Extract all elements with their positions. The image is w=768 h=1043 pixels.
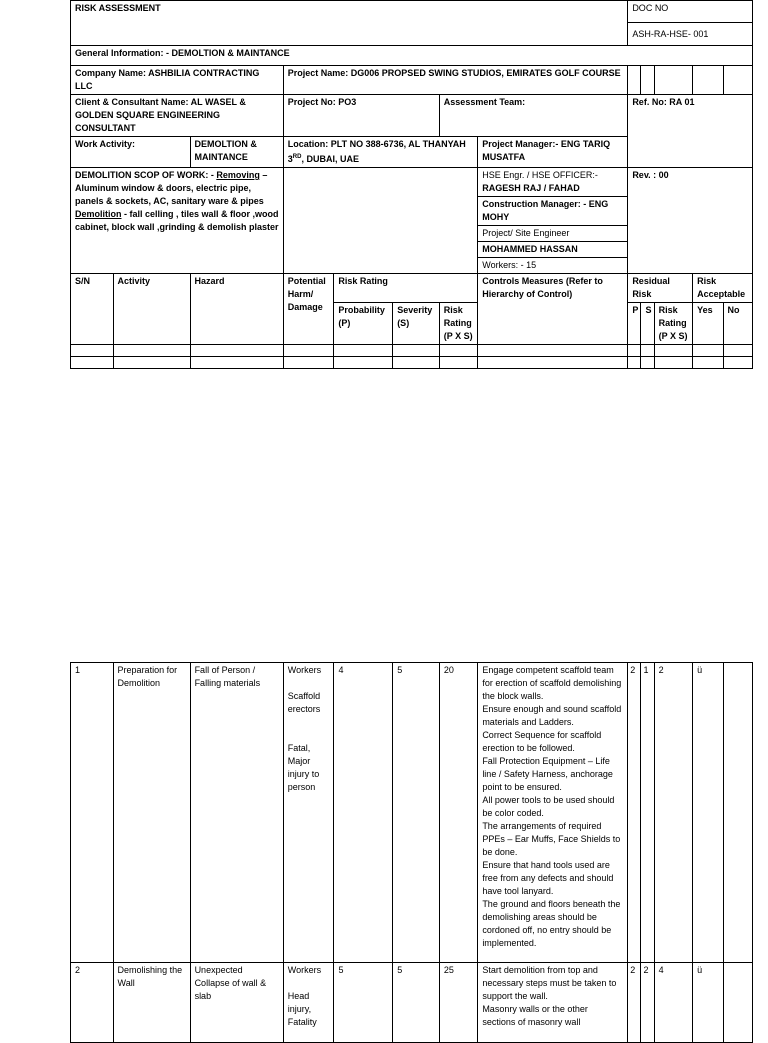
work-activity-label: Work Activity:: [71, 137, 191, 168]
general-info: General Information: - DEMOLTION & MAINTANCE: [71, 46, 753, 66]
row-harm: Workers Head injury, Fatality: [283, 963, 334, 1043]
workers-count: Workers: - 15: [478, 258, 628, 274]
construction-manager: Construction Manager: - ENG MOHY: [478, 197, 628, 226]
row-no: [723, 963, 752, 1043]
col-hazard: Hazard: [190, 274, 283, 345]
project-manager: Project Manager:- ENG TARIQ MUSATFA: [478, 137, 628, 168]
col-risk-pxs: Risk Rating (P X S): [439, 303, 478, 345]
client-name: Client & Consultant Name: AL WASEL & GOLDEN SQUARE ENGINEERING CONSULTANT: [71, 95, 284, 137]
site-engineer: MOHAMMED HASSAN: [478, 242, 628, 258]
title: RISK ASSESSMENT: [71, 1, 628, 46]
doc-no-label: DOC NO: [628, 1, 753, 23]
row-hazard: Fall of Person / Falling materials: [190, 663, 283, 963]
row-no: [723, 663, 752, 963]
row-yes: ü: [693, 663, 723, 963]
row-res-p: 2: [628, 963, 641, 1043]
col-risk-rating: Risk Rating: [334, 274, 478, 303]
row-harm: Workers Scaffold erectors Fatal, Major injury to person: [283, 663, 334, 963]
blank-cell: [283, 168, 478, 274]
col-res-s: S: [641, 303, 654, 345]
row-severity: 5: [393, 963, 440, 1043]
company-name: Company Name: ASHBILIA CONTRACTING LLC: [71, 66, 284, 95]
row-yes: ü: [693, 963, 723, 1043]
row-risk: 25: [439, 963, 478, 1043]
row-res-s: 2: [641, 963, 654, 1043]
col-controls: Controls Measures (Refer to Hierarchy of Control): [478, 274, 628, 345]
assessment-team: Assessment Team:: [439, 95, 628, 137]
blank-cell: [628, 66, 641, 95]
table-row: [71, 963, 753, 1043]
row-risk: 20: [439, 663, 478, 963]
project-no: Project No: PO3: [283, 95, 439, 137]
row-controls: Engage competent scaffold team for erection of scaffold demolishing the block walls. Ensure enough and sound scaffold materials and Ladders. Correct Sequence for scaffold erection to be followed. Fall Protection Equipment – Life line / Safety Harness, anchorage point to be ensured. All power tools to be used should be color coded. The arrangements of required PPEs – Ear Muffs, Face Shields to be done. Ensure that hand tools used are free from any defects and should have tool lanyard. The ground and floors beneath the demolishing areas should be cordoned off, no entry should be implemented.: [478, 663, 628, 963]
location: Location: PLT NO 388-6736, AL THANYAH 3RD, DUBAI, UAE: [283, 137, 478, 168]
col-sn: S/N: [71, 274, 114, 345]
col-activity: Activity: [113, 274, 190, 345]
col-severity: Severity (S): [393, 303, 440, 345]
doc-no: ASH-RA-HSE- 001: [628, 23, 753, 46]
col-probability: Probability (P): [334, 303, 393, 345]
row-res-rating: 2: [654, 663, 693, 963]
hse-name: RAGESH RAJ / FAHAD: [482, 183, 580, 193]
blank-cell: [641, 66, 654, 95]
col-res-rating: Risk Rating (P X S): [654, 303, 693, 345]
work-activity: DEMOLTION & MAINTANCE: [190, 137, 283, 168]
col-residual-risk: Residual Risk: [628, 274, 693, 303]
row-controls: Start demolition from top and necessary steps must be taken to support the wall. Masonry walls or the other sections of masonry wall: [478, 963, 628, 1043]
row-probability: 5: [334, 963, 393, 1043]
ref-no: Ref. No: RA 01: [628, 95, 753, 168]
site-engineer-label: Project/ Site Engineer: [478, 226, 628, 242]
blank-cell: [693, 66, 723, 95]
row-activity: Preparation for Demolition: [113, 663, 190, 963]
row-sn: 2: [71, 963, 114, 1043]
row-res-p: 2: [628, 663, 641, 963]
hse-officer: [478, 168, 628, 197]
col-potential-harm: Potential Harm/ Damage: [283, 274, 334, 345]
row-hazard: Unexpected Collapse of wall & slab: [190, 963, 283, 1043]
col-yes: Yes: [693, 303, 723, 345]
row-activity: Demolishing the Wall: [113, 963, 190, 1043]
revision: Rev. : 00: [628, 168, 753, 274]
header-table: [70, 0, 753, 369]
col-risk-acceptable: Risk Acceptable: [693, 274, 753, 303]
project-name: Project Name: DG006 PROPSED SWING STUDIOS, EMIRATES GOLF COURSE: [283, 66, 628, 95]
table-row: [71, 663, 753, 963]
col-no: No: [723, 303, 752, 345]
row-probability: 4: [334, 663, 393, 963]
row-sn: 1: [71, 663, 114, 963]
hse-label: HSE Engr. / HSE OFFICER:-: [482, 170, 598, 180]
row-severity: 5: [393, 663, 440, 963]
risk-rows-table: [70, 662, 753, 1043]
scope-of-work: DEMOLITION SCOP OF WORK: - Removing – Aluminum window & doors, electric pipe, panels & sockets, AC, sanitary ware & pipes Demolition - fall celling , tiles wall & floor ,wood cabinet, block wall ,grinding & demolish plaster: [71, 168, 284, 274]
blank-cell: [723, 66, 752, 95]
row-res-rating: 4: [654, 963, 693, 1043]
col-res-p: P: [628, 303, 641, 345]
row-res-s: 1: [641, 663, 654, 963]
blank-cell: [654, 66, 693, 95]
